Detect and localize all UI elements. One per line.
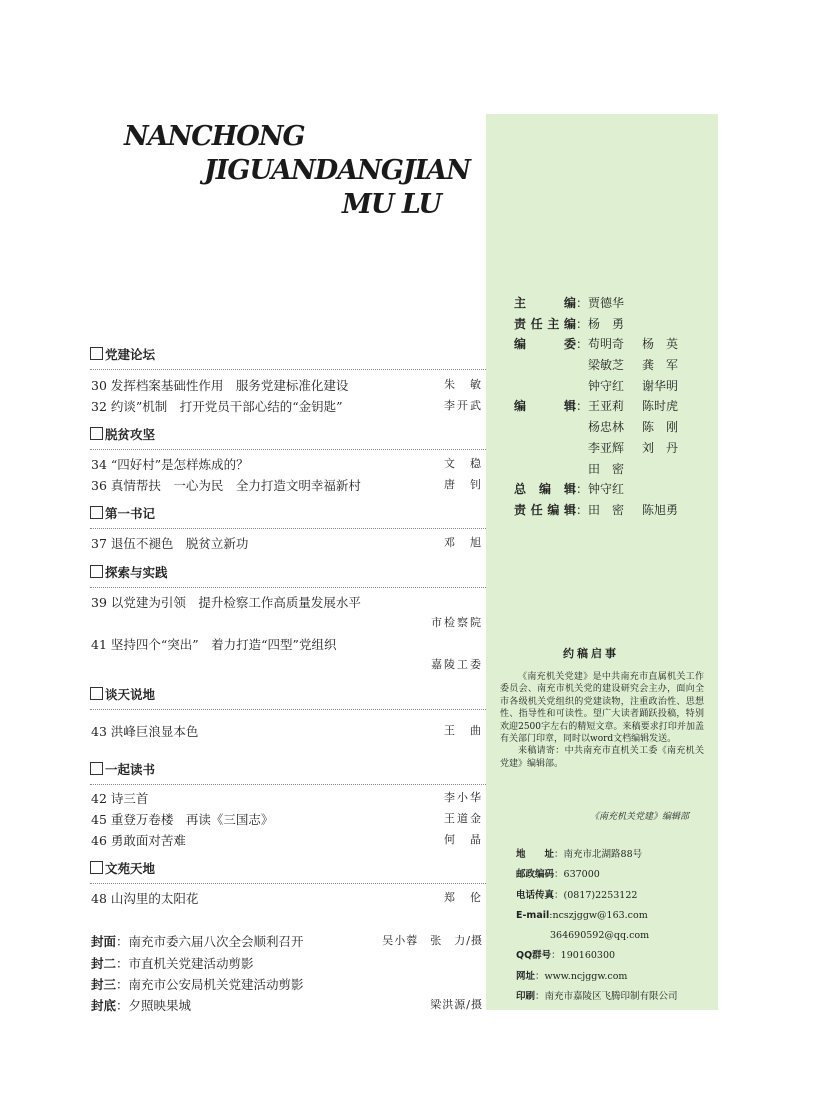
- checkbox-icon: [90, 427, 103, 440]
- cover-credit: 封底：夕照映果城 梁洪源/摄: [91, 998, 483, 1013]
- toc-entry[interactable]: 42 诗三首 李小华: [91, 791, 483, 806]
- section-header: 党建论坛: [90, 345, 155, 363]
- section-header: 脱贫攻坚: [90, 425, 155, 443]
- contents-title: MU LU: [342, 189, 441, 220]
- cover-credit: 封三：南充市公安局机关党建活动剪影: [91, 977, 304, 992]
- toc-entry[interactable]: 37 退伍不褪色 脱贫立新功 邓 旭: [91, 536, 483, 551]
- toc-entry[interactable]: 41 坚持四个“突出” 着力打造“四型”党组织: [91, 637, 337, 652]
- notice-signature: 《南充机关党建》编辑部: [590, 812, 690, 822]
- toc-entry[interactable]: 30 发挥档案基础性作用 服务党建标准化建设 朱 敏: [91, 378, 483, 393]
- contact-row: 网址：www.ncjggw.com: [516, 970, 628, 982]
- section-header: 谈天说地: [90, 685, 155, 703]
- toc-entry[interactable]: 34 “四好村”是怎样炼成的？ 文 稳: [91, 457, 483, 472]
- section-header: 第一书记: [90, 504, 155, 522]
- section-header: 探索与实践: [90, 563, 168, 581]
- notice-paragraph: 《南充机关党建》是中共南充市直属机关工作委员会、南充市机关党的建设研究会主办，面向全市各级机关党组织的党建读物，注重政治性、思想性、指导性和可读性。望广大读者踊跃投稿，特别欢迎2500字左右的精短文章。来稿要求打印并加盖有关部门印章，同时以word文档编辑发送。: [500, 672, 704, 745]
- checkbox-icon: [90, 762, 103, 775]
- section-header: 一起读书: [90, 760, 155, 778]
- checkbox-icon: [90, 506, 103, 519]
- contact-row: 电话传真：(0817)2253122: [516, 889, 638, 901]
- contact-row: 印刷：南充市嘉陵区飞腾印制有限公司: [516, 991, 678, 1003]
- contact-row: E-mail:ncszjggw@163.com: [516, 909, 648, 921]
- checkbox-icon: [90, 565, 103, 578]
- notice-title: 约稿启事: [563, 647, 619, 660]
- toc-entry[interactable]: 39 以党建为引领 提升检察工作高质量发展水平: [91, 595, 361, 610]
- toc-entry[interactable]: 45 重登万卷楼 再读《三国志》 王道金: [91, 812, 483, 827]
- magazine-title-line-1: NANCHONG: [124, 121, 305, 152]
- contact-info: [516, 845, 678, 1007]
- contact-row: 邮政编码：637000: [516, 869, 600, 881]
- checkbox-icon: [90, 861, 103, 874]
- cover-credit: 封面：南充市委六届八次全会顺利召开 吴小蓉 张 力/摄: [91, 934, 483, 949]
- checkbox-icon: [90, 347, 103, 360]
- toc-entry[interactable]: 32 约谈”机制 打开党员干部心结的“金钥匙” 李开武: [91, 399, 483, 414]
- toc-entry[interactable]: 36 真情帮扶 一心为民 全力打造文明幸福新村 唐 钊: [91, 478, 483, 493]
- contact-row: QQ群号：190160300: [516, 950, 616, 962]
- toc-entry[interactable]: 48 山沟里的太阳花 郑 伦: [91, 891, 483, 906]
- checkbox-icon: [90, 687, 103, 700]
- notice-paragraph: 来稿请寄：中共南充市直机关工委《南充机关党建》编辑部。: [500, 746, 704, 769]
- contact-row: 地 址：南充市北湖路88号: [516, 849, 643, 860]
- toc-entry[interactable]: 43 洪峰巨浪显本色 王 曲: [91, 724, 483, 739]
- toc-entry[interactable]: 46 勇敢面对苦难 何 晶: [91, 833, 483, 848]
- cover-credit: 封二：市直机关党建活动剪影: [91, 956, 254, 971]
- magazine-title-line-2: JIGUANDANGJIAN: [204, 155, 470, 186]
- contact-row: 364690592@qq.com: [550, 930, 650, 942]
- section-header: 文苑天地: [90, 859, 155, 877]
- notice-body: [500, 671, 704, 770]
